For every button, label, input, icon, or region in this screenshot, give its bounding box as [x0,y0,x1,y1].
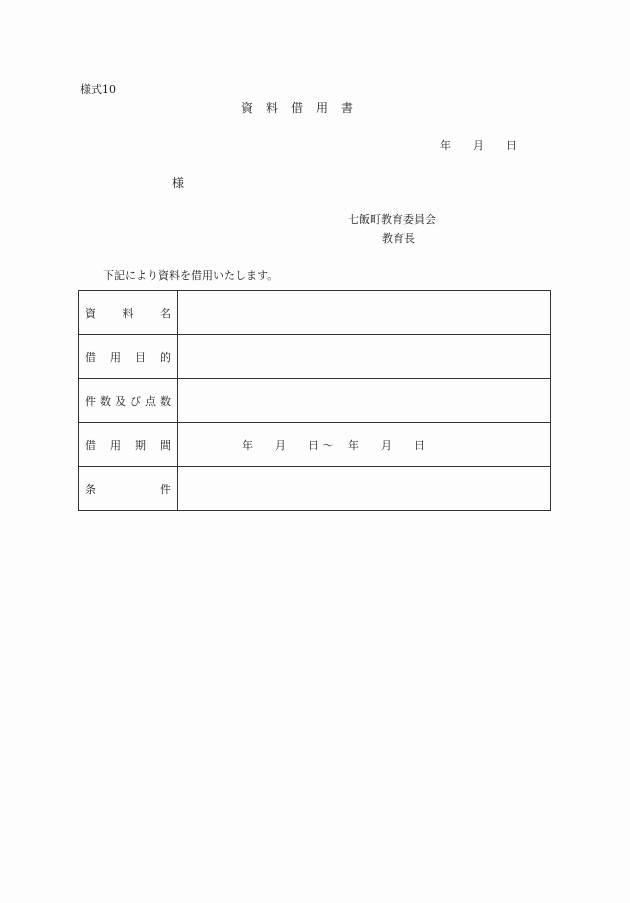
document-title: 資 料 借 用 書 [241,101,354,115]
intro-text: 下記により資料を借用いたします。 [103,269,279,282]
row-label-purpose [79,335,178,379]
label-char: 点 [145,394,156,408]
label-char: び [130,394,141,408]
table-row [79,335,551,379]
table-row [79,467,551,511]
label-char: 件 [85,394,96,408]
label-char: 借 [85,438,96,452]
table-row [79,291,551,335]
row-label-conditions [79,467,178,511]
label-char: 用 [110,350,121,364]
label-char: 借 [85,350,96,364]
label-char: 的 [160,350,171,364]
issuer-title: 教育長 [382,232,415,245]
date-line: 年 月 日 [440,139,517,152]
addressee-suffix: 様 [172,176,185,190]
row-label-quantity [79,379,178,423]
material-name-field[interactable] [178,291,551,335]
label-char: 期 [135,438,146,452]
label-char: 間 [160,438,171,452]
label-char: 資 [85,306,96,320]
form-number: 様式10 [80,83,116,96]
loan-period-dates: 年 月 日 〜 年 月 日 [242,438,425,452]
label-char: 件 [160,482,171,496]
table-row [79,379,551,423]
label-char: 用 [110,438,121,452]
purpose-field[interactable] [178,335,551,379]
conditions-field[interactable] [178,467,551,511]
label-char: 料 [122,306,134,320]
label-char: 目 [135,350,146,364]
issuer-organization: 七飯町教育委員会 [348,213,436,226]
loan-period-field[interactable] [178,423,551,467]
label-char: 及 [115,394,126,408]
table-row [79,423,551,467]
row-label-material-name [79,291,178,335]
label-char: 数 [160,394,171,408]
row-label-period [79,423,178,467]
label-char: 条 [85,482,96,496]
label-char: 数 [100,394,111,408]
loan-details-table [78,290,551,511]
quantity-field[interactable] [178,379,551,423]
label-char: 名 [160,306,171,320]
